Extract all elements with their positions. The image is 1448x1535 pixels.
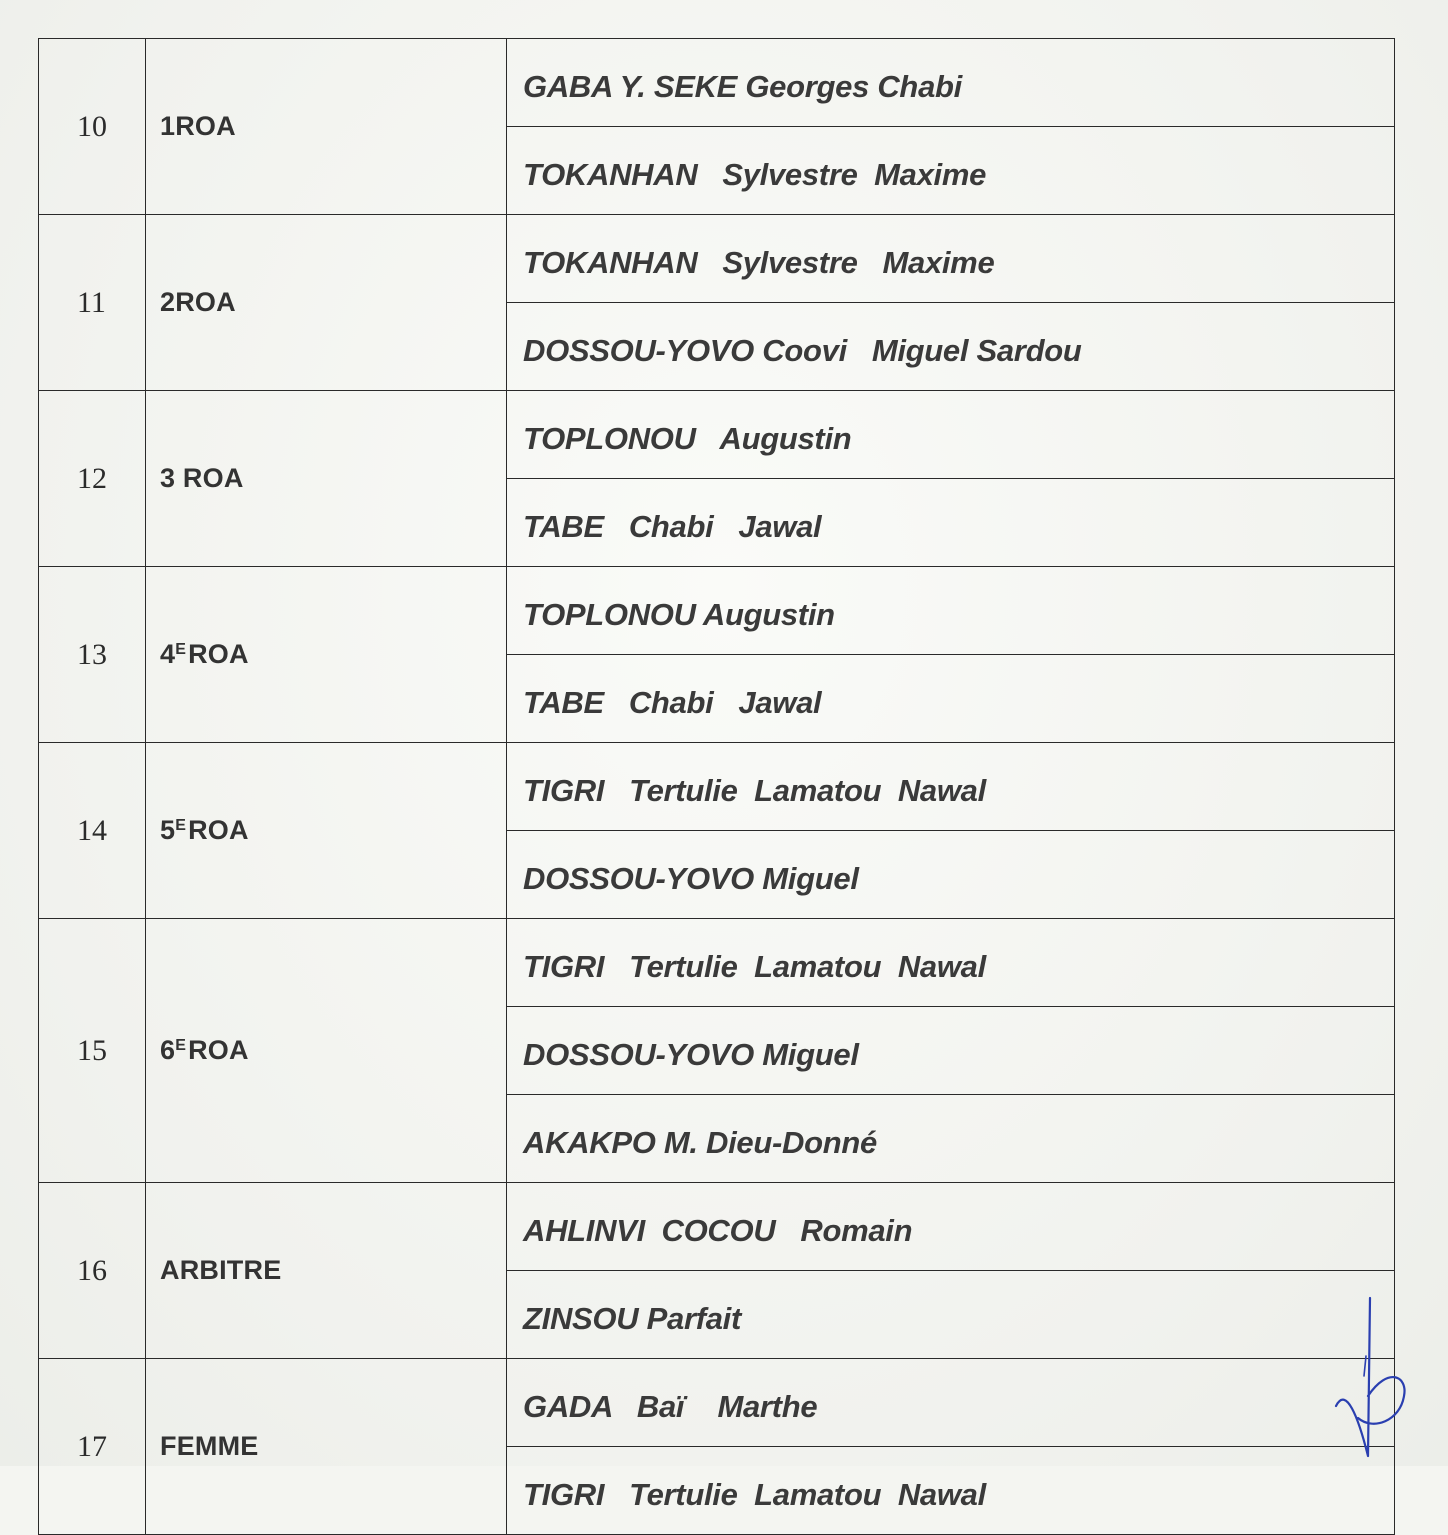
post-label: 4 — [160, 639, 176, 669]
candidates-table — [38, 38, 1395, 1535]
row-number: 16 — [39, 1183, 146, 1359]
post-label: FEMME — [160, 1431, 259, 1461]
candidate-name: TIGRI Tertulie Lamatou Nawal — [507, 1447, 1395, 1535]
post-title — [146, 1359, 507, 1535]
post-ordinal-suffix: E — [175, 1037, 187, 1054]
post-title — [146, 215, 507, 391]
candidate-name: TIGRI Tertulie Lamatou Nawal — [507, 919, 1395, 1007]
candidate-name: DOSSOU-YOVO Coovi Miguel Sardou — [507, 303, 1395, 391]
candidate-name: TOPLONOU Augustin — [507, 567, 1395, 655]
candidate-name: DOSSOU-YOVO Miguel — [507, 1007, 1395, 1095]
post-label-rest: ROA — [188, 639, 249, 669]
post-label: ARBITRE — [160, 1255, 282, 1285]
post-ordinal-suffix: E — [175, 641, 187, 658]
row-number: 12 — [39, 391, 146, 567]
row-number: 15 — [39, 919, 146, 1183]
candidate-name: TABE Chabi Jawal — [507, 655, 1395, 743]
post-label-rest: ROA — [188, 815, 249, 845]
candidate-name: DOSSOU-YOVO Miguel — [507, 831, 1395, 919]
row-number: 17 — [39, 1359, 146, 1535]
table-row — [39, 39, 1395, 127]
post-title — [146, 743, 507, 919]
candidate-name: TOKANHAN Sylvestre Maxime — [507, 215, 1395, 303]
post-label: 2ROA — [160, 287, 236, 317]
table-row — [39, 567, 1395, 655]
row-number: 14 — [39, 743, 146, 919]
table-row — [39, 391, 1395, 479]
post-label: 1ROA — [160, 111, 236, 141]
row-number: 13 — [39, 567, 146, 743]
candidate-name: AKAKPO M. Dieu-Donné — [507, 1095, 1395, 1183]
table-row — [39, 215, 1395, 303]
candidate-name: TOPLONOU Augustin — [507, 391, 1395, 479]
signature-icon — [1328, 1296, 1418, 1466]
table-row — [39, 1183, 1395, 1271]
table-row — [39, 919, 1395, 1007]
candidate-name: TABE Chabi Jawal — [507, 479, 1395, 567]
post-label: 6 — [160, 1035, 176, 1065]
post-label-rest: ROA — [188, 1035, 249, 1065]
post-ordinal-suffix: E — [175, 817, 187, 834]
candidate-name: AHLINVI COCOU Romain — [507, 1183, 1395, 1271]
post-title — [146, 919, 507, 1183]
candidate-name: ZINSOU Parfait — [507, 1271, 1395, 1359]
candidate-name: TOKANHAN Sylvestre Maxime — [507, 127, 1395, 215]
post-label: 5 — [160, 815, 176, 845]
post-title — [146, 567, 507, 743]
candidate-name: TIGRI Tertulie Lamatou Nawal — [507, 743, 1395, 831]
row-number: 10 — [39, 39, 146, 215]
post-title — [146, 391, 507, 567]
post-title — [146, 1183, 507, 1359]
table-row — [39, 743, 1395, 831]
candidate-name: GABA Y. SEKE Georges Chabi — [507, 39, 1395, 127]
candidates-table-body — [39, 39, 1395, 1535]
row-number: 11 — [39, 215, 146, 391]
post-label: 3 ROA — [160, 463, 244, 493]
table-row — [39, 1359, 1395, 1447]
candidate-name: GADA Baï Marthe — [507, 1359, 1395, 1447]
post-title — [146, 39, 507, 215]
